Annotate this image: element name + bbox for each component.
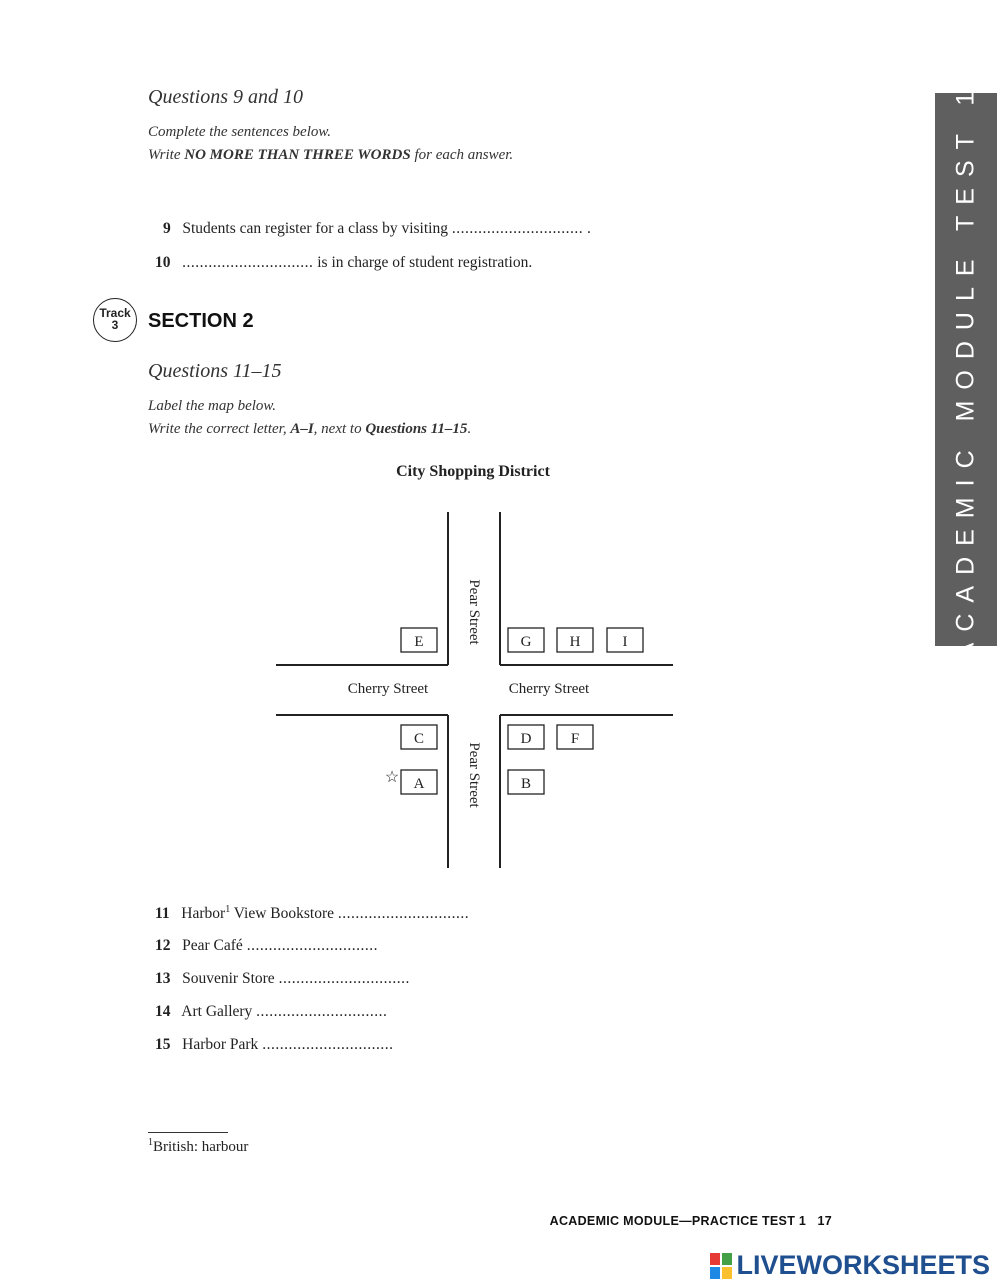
answer-blank-11[interactable]: .............................. [337, 905, 470, 923]
track-badge: Track 3 [93, 298, 137, 342]
question-9: 9 Students can register for a class by visiting .............................. . [163, 220, 591, 237]
map-label-f: F [570, 731, 580, 747]
questions-9-10-heading: Questions 9 and 10 [148, 86, 303, 108]
question-12: 12 Pear Café .............................. [155, 937, 378, 954]
answer-blank-9[interactable]: .............................. [451, 220, 584, 237]
instruction-line-4: Write the correct letter, A–I, next to Questions 11–15. [148, 421, 472, 437]
star-icon: ☆ [384, 769, 400, 786]
side-tab-label: ACADEMIC MODULE TEST 1 [951, 80, 980, 660]
question-14: 14 Art Gallery .............................. [155, 1003, 388, 1020]
questions-11-15-heading: Questions 11–15 [148, 360, 282, 382]
map-label-i: I [622, 634, 628, 650]
question-11: 11 Harbor$^1$ View Bookstore .............................. [155, 904, 470, 923]
map-title: City Shopping District [396, 463, 550, 480]
page-footer: ACADEMIC MODULE—PRACTICE TEST 1 17 [549, 1214, 832, 1228]
map-label-b: B [520, 776, 532, 792]
answer-blank-13[interactable]: .............................. [278, 970, 410, 987]
map-label-e: E [414, 634, 424, 650]
instruction-line-2: Write NO MORE THAN THREE WORDS for each answer. [148, 147, 514, 163]
map-label-a: A [413, 776, 425, 792]
answer-blank-10[interactable]: .............................. [182, 254, 314, 271]
footnote-divider [148, 1132, 228, 1133]
page-number: 17 [817, 1214, 832, 1228]
liveworksheets-brand[interactable]: LIVEWORKSHEETS [710, 1250, 990, 1281]
question-13: 13 Souvenir Store .............................. [155, 970, 410, 987]
liveworksheets-logo-icon [710, 1253, 732, 1279]
answer-blank-15[interactable]: .............................. [262, 1036, 394, 1053]
instruction-line-1: Complete the sentences below. [148, 124, 332, 140]
section-title: SECTION 2 [148, 310, 254, 332]
street-label-cherry-east: Cherry Street [508, 681, 590, 697]
street-label-pear-north: Pear Street [466, 579, 482, 645]
street-label-cherry-west: Cherry Street [347, 681, 429, 697]
map-label-h: H [569, 634, 581, 650]
question-10: 10 .............................. is in charge of student registration. [155, 254, 533, 271]
question-15: 15 Harbor Park .............................. [155, 1036, 394, 1053]
map-label-d: D [520, 731, 532, 747]
map-label-g: G [520, 634, 532, 650]
map-label-c: C [413, 731, 425, 747]
answer-blank-12[interactable]: .............................. [246, 937, 378, 954]
answer-blank-14[interactable]: .............................. [256, 1003, 388, 1020]
instruction-line-3: Label the map below. [148, 398, 277, 414]
street-label-pear-south: Pear Street [466, 742, 482, 808]
footnote: $^1$British: harbour [148, 1137, 249, 1155]
